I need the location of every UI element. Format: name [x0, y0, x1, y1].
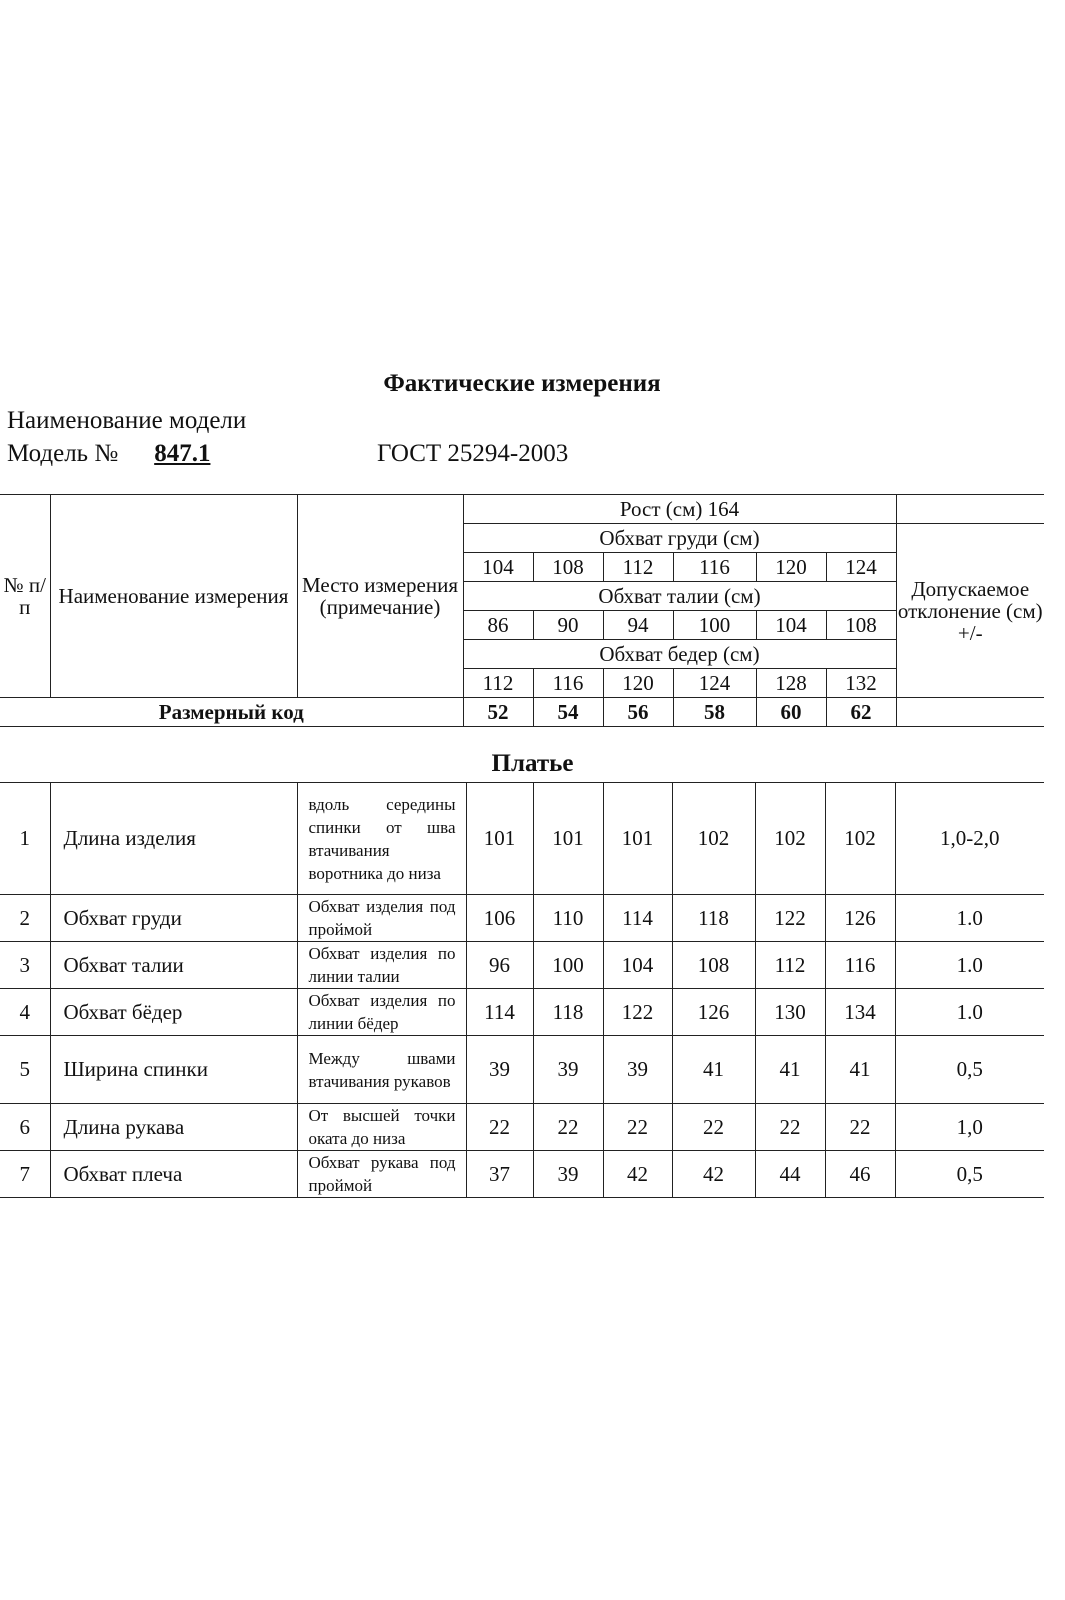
measurement-value: 41 — [672, 1036, 755, 1104]
measurement-value: 96 — [466, 942, 533, 989]
waist-value: 104 — [756, 611, 826, 640]
measurement-place: вдоль середины спинки от шва втачивания воротника до низа — [297, 783, 466, 895]
table-row — [0, 989, 1044, 1036]
tolerance-value: 0,5 — [895, 1036, 1044, 1104]
measurement-value: 116 — [825, 942, 895, 989]
measurement-name: Ширина спинки — [50, 1036, 297, 1104]
row-number: 3 — [0, 942, 50, 989]
waist-value: 100 — [673, 611, 756, 640]
measurement-value: 42 — [672, 1151, 755, 1198]
measurement-value: 46 — [825, 1151, 895, 1198]
measurement-value: 22 — [533, 1104, 603, 1151]
table-row — [0, 895, 1044, 942]
size-code-label: Размерный код — [0, 698, 463, 727]
measurement-value: 39 — [603, 1036, 672, 1104]
model-number-line — [7, 440, 224, 468]
measurement-value: 37 — [466, 1151, 533, 1198]
measurement-name: Длина рукава — [50, 1104, 297, 1151]
hip-value: 128 — [756, 669, 826, 698]
measurement-place: Обхват рукава под проймой — [297, 1151, 466, 1198]
place-header: Место измерения (примечание) — [297, 495, 463, 698]
measurement-value: 110 — [533, 895, 603, 942]
measurements-table — [0, 782, 1044, 1198]
measurement-value: 101 — [533, 783, 603, 895]
row-number: 2 — [0, 895, 50, 942]
measurement-value: 104 — [603, 942, 672, 989]
row-number: 1 — [0, 783, 50, 895]
measurement-name: Обхват плеча — [50, 1151, 297, 1198]
row-number: 7 — [0, 1151, 50, 1198]
measurement-value: 22 — [825, 1104, 895, 1151]
measurement-value: 100 — [533, 942, 603, 989]
size-code-blank — [896, 698, 1044, 727]
measurement-value: 134 — [825, 989, 895, 1036]
measurement-name: Длина изделия — [50, 783, 297, 895]
hip-value: 124 — [673, 669, 756, 698]
size-code: 52 — [463, 698, 533, 727]
row-number: 5 — [0, 1036, 50, 1104]
waist-value: 90 — [533, 611, 603, 640]
measurement-value: 126 — [672, 989, 755, 1036]
measurement-value: 118 — [533, 989, 603, 1036]
tolerance-value: 0,5 — [895, 1151, 1044, 1198]
waist-value: 94 — [603, 611, 673, 640]
measurement-value: 102 — [825, 783, 895, 895]
measurement-value: 102 — [672, 783, 755, 895]
measurement-value: 39 — [466, 1036, 533, 1104]
table-row — [0, 1151, 1044, 1198]
measurement-value: 106 — [466, 895, 533, 942]
measurement-place: От высшей точки оката до низа — [297, 1104, 466, 1151]
measurement-name: Обхват бёдер — [50, 989, 297, 1036]
measurement-value: 102 — [755, 783, 825, 895]
measurement-value: 122 — [603, 989, 672, 1036]
measurement-value: 108 — [672, 942, 755, 989]
measurement-value: 101 — [603, 783, 672, 895]
model-number: 847.1 — [154, 440, 211, 467]
measurement-value: 44 — [755, 1151, 825, 1198]
tolerance-value: 1,0 — [895, 1104, 1044, 1151]
gost-standard: ГОСТ 25294-2003 — [377, 440, 569, 467]
table-row — [0, 1104, 1044, 1151]
model-name-label: Наименование модели — [7, 407, 247, 434]
chest-value: 104 — [463, 553, 533, 582]
measurement-value: 39 — [533, 1151, 603, 1198]
model-number-label: Модель № — [7, 440, 119, 467]
tolerance-value: 1.0 — [895, 895, 1044, 942]
measurement-value: 39 — [533, 1036, 603, 1104]
chest-value: 112 — [603, 553, 673, 582]
size-code: 58 — [673, 698, 756, 727]
waist-value: 108 — [826, 611, 896, 640]
table-row — [0, 783, 1044, 895]
tolerance-header: Допускаемое отклонение (см) +/- — [896, 524, 1044, 698]
chest-value: 120 — [756, 553, 826, 582]
measurement-place: Обхват изделия по линии бёдер — [297, 989, 466, 1036]
measurement-value: 122 — [755, 895, 825, 942]
measurement-value: 126 — [825, 895, 895, 942]
name-header: Наименование измерения — [50, 495, 297, 698]
measurement-place: Обхват изделия под проймой — [297, 895, 466, 942]
measurement-value: 101 — [466, 783, 533, 895]
measurement-value: 118 — [672, 895, 755, 942]
measurement-value: 22 — [755, 1104, 825, 1151]
measurement-place: Обхват изделия по линии талии — [297, 942, 466, 989]
document-title: Фактические измерения — [383, 370, 661, 397]
tolerance-value: 1,0-2,0 — [895, 783, 1044, 895]
blank-header — [896, 495, 1044, 524]
measurement-value: 112 — [755, 942, 825, 989]
measurement-value: 41 — [825, 1036, 895, 1104]
measurement-value: 42 — [603, 1151, 672, 1198]
measurement-value: 41 — [755, 1036, 825, 1104]
tolerance-value: 1.0 — [895, 989, 1044, 1036]
measurement-value: 130 — [755, 989, 825, 1036]
waist-value: 86 — [463, 611, 533, 640]
measurement-value: 114 — [603, 895, 672, 942]
no-header: № п/п — [0, 495, 50, 698]
tolerance-value: 1.0 — [895, 942, 1044, 989]
row-number: 4 — [0, 989, 50, 1036]
measurement-place: Между швами втачивания рукавов — [297, 1036, 466, 1104]
measurement-value: 22 — [672, 1104, 755, 1151]
measurement-name: Обхват талии — [50, 942, 297, 989]
chest-value: 108 — [533, 553, 603, 582]
hip-value: 132 — [826, 669, 896, 698]
measurement-value: 22 — [603, 1104, 672, 1151]
waist-header: Обхват талии (см) — [463, 582, 896, 611]
hip-header: Обхват бедер (см) — [463, 640, 896, 669]
size-code: 60 — [756, 698, 826, 727]
measurement-value: 114 — [466, 989, 533, 1036]
row-number: 6 — [0, 1104, 50, 1151]
measurement-value: 22 — [466, 1104, 533, 1151]
chest-value: 116 — [673, 553, 756, 582]
table-row — [0, 1036, 1044, 1104]
size-code: 62 — [826, 698, 896, 727]
size-code: 56 — [603, 698, 673, 727]
size-code: 54 — [533, 698, 603, 727]
height-header: Рост (см) 164 — [463, 495, 896, 524]
hip-value: 116 — [533, 669, 603, 698]
chest-value: 124 — [826, 553, 896, 582]
table-row — [0, 942, 1044, 989]
measurement-name: Обхват груди — [50, 895, 297, 942]
section-title: Платье — [491, 750, 574, 777]
hip-value: 112 — [463, 669, 533, 698]
hip-value: 120 — [603, 669, 673, 698]
chest-header: Обхват груди (см) — [463, 524, 896, 553]
size-header-table — [0, 494, 1044, 727]
